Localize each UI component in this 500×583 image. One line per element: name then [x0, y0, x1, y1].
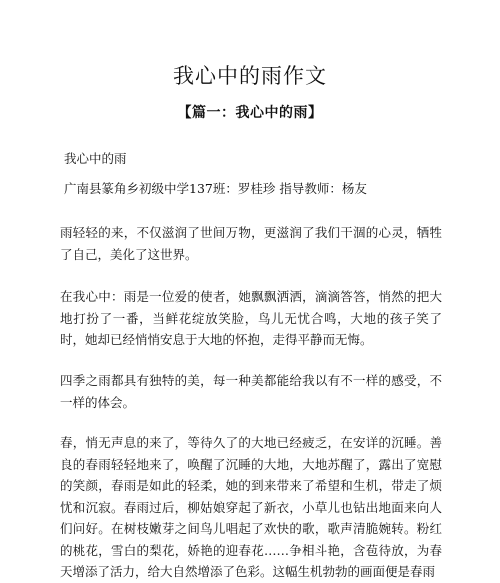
document-title: 我心中的雨作文: [173, 64, 327, 88]
paragraph-4: 春，悄无声息的来了，等待久了的大地已经疲乏，在安详的沉睡。善良的春雨轻轻地来了，唤醒了沉睡的大地，大地苏醒了，露出了宽慰的笑颜，春雨是如此的轻柔，她的到来带来了希望和生机，带走了烦忧和沉寂。春雨过后，柳姑娘穿起了新衣，小草儿也钻出地面来向人们问好。在树枝嫩芽之间鸟儿唱起了欢快的歌，歌声清脆婉转。粉红的桃花，雪白的梨花，娇艳的迎春花……争相斗艳，含苞待放，为春天增添了活力，给大自然增添了色彩。这幅生机勃勃的画面便是春雨: [60, 435, 442, 579]
essay-heading: 我心中的雨: [64, 151, 127, 166]
paragraph-2: 在我心中：雨是一位爱的使者，她飘飘洒洒，滴滴答答，悄然的把大地打扮了一番，当鲜花绽放笑脸，鸟儿无忧合鸣，大地的孩子笑了时，她却已经悄悄安息于大地的怀抱，走得平静而无悔。: [60, 289, 442, 347]
author-line: 广南县篆角乡初级中学137班：罗桂珍 指导教师：杨友: [64, 181, 367, 196]
document-subtitle: 【篇一：我心中的雨】: [177, 105, 323, 121]
paragraph-3: 四季之雨都具有独特的美，每一种美都能给我以有不一样的感受，不一样的体会。: [60, 373, 442, 410]
paragraph-1: 雨轻轻的来，不仅滋润了世间万物，更滋润了我们干涸的心灵，牺牲了自己，美化了这世界。: [60, 225, 442, 262]
